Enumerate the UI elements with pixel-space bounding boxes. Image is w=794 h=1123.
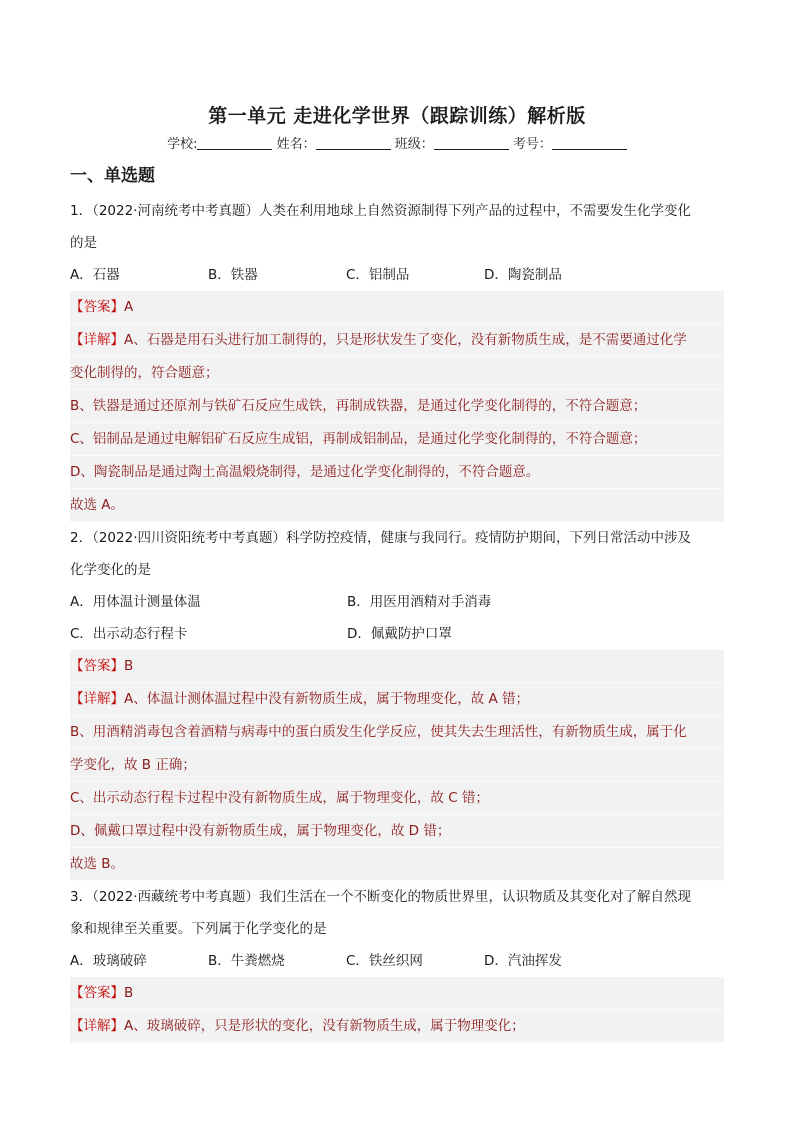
question-options bbox=[70, 259, 724, 291]
question-stem: 2．（2022·四川资阳统考中考真题）科学防控疫情，健康与我同行。疫情防护期间，下列日常活动中涉及 bbox=[70, 530, 691, 546]
explanation-line: C、出示动态行程卡过程中没有新物质生成，属于物理变化，故 C 错； bbox=[70, 782, 724, 815]
conclusion-line: 故选 B。 bbox=[70, 848, 724, 881]
question-3 bbox=[70, 881, 724, 1043]
explanation-line: B、用酒精消毒包含着酒精与病毒中的蛋白质发生化学反应，使其失去生理活性，有新物质生成，属于化 bbox=[70, 716, 724, 749]
explanation-tag: 【详解】 bbox=[70, 691, 124, 707]
question-2 bbox=[70, 522, 724, 881]
question-options bbox=[70, 586, 724, 618]
explanation-line: 【详解】A、石器是用石头进行加工制得的，只是形状发生了变化，没有新物质生成，是不需要通过化学 bbox=[70, 324, 724, 357]
question-1 bbox=[70, 195, 724, 522]
answer-value: B bbox=[124, 985, 134, 1001]
option-a: A．玻璃破碎 bbox=[70, 953, 147, 969]
option-d: D．佩戴防护口罩 bbox=[347, 626, 452, 642]
school-blank[interactable] bbox=[197, 135, 272, 150]
explanation-line: 学变化，故 B 正确； bbox=[70, 749, 724, 782]
section-heading: 一、单选题 bbox=[70, 166, 155, 186]
option-b: B．牛粪燃烧 bbox=[208, 953, 285, 969]
explanation-line: B、铁器是通过还原剂与铁矿石反应生成铁，再制成铁器，是通过化学变化制得的，不符合题意； bbox=[70, 390, 724, 423]
option-d: D．汽油挥发 bbox=[484, 953, 562, 969]
explanation-line: 【详解】A、体温计测体温过程中没有新物质生成，属于物理变化，故 A 错； bbox=[70, 683, 724, 716]
answer-line bbox=[70, 977, 724, 1010]
answer-block bbox=[70, 291, 724, 522]
option-a: A．用体温计测量体温 bbox=[70, 594, 201, 610]
explanation-line: C、铝制品是通过电解铝矿石反应生成铝，再制成铝制品，是通过化学变化制得的，不符合题意； bbox=[70, 423, 724, 456]
option-c: C．铁丝织网 bbox=[346, 953, 423, 969]
answer-block bbox=[70, 650, 724, 881]
question-stem: 1．（2022·河南统考中考真题）人类在利用地球上自然资源制得下列产品的过程中，不需要发生化学变化 bbox=[70, 203, 691, 219]
answer-tag: 【答案】 bbox=[70, 299, 124, 315]
answer-tag: 【答案】 bbox=[70, 658, 124, 674]
exam-number-label: 考号： bbox=[512, 137, 552, 152]
explanation-line: 【详解】A、玻璃破碎，只是形状的变化，没有新物质生成，属于物理变化； bbox=[70, 1010, 724, 1043]
question-options bbox=[70, 945, 724, 977]
explanation-line: D、佩戴口罩过程中没有新物质生成，属于物理变化，故 D 错； bbox=[70, 815, 724, 848]
conclusion-line: 故选 A。 bbox=[70, 489, 724, 522]
question-stem: 3．（2022·西藏统考中考真题）我们生活在一个不断变化的物质世界里，认识物质及其变化对了解自然现 bbox=[70, 889, 691, 905]
question-stem: 象和规律至关重要。下列属于化学变化的是 bbox=[70, 921, 327, 937]
answer-line bbox=[70, 291, 724, 324]
question-stem: 的是 bbox=[70, 235, 97, 251]
answer-line bbox=[70, 650, 724, 683]
student-info-line bbox=[70, 133, 724, 157]
name-label: 姓名： bbox=[276, 137, 316, 152]
name-blank[interactable] bbox=[316, 135, 391, 150]
explanation-tag: 【详解】 bbox=[70, 332, 124, 348]
class-blank[interactable] bbox=[434, 135, 509, 150]
answer-value: B bbox=[124, 658, 134, 674]
class-label: 班级： bbox=[394, 137, 434, 152]
option-b: B．铁器 bbox=[208, 267, 258, 283]
exam-number-blank[interactable] bbox=[552, 135, 627, 150]
answer-block bbox=[70, 977, 724, 1043]
explanation-line: D、陶瓷制品是通过陶土高温煅烧制得，是通过化学变化制得的，不符合题意。 bbox=[70, 456, 724, 489]
question-stem: 化学变化的是 bbox=[70, 562, 151, 578]
option-a: A．石器 bbox=[70, 267, 120, 283]
option-c: C．铝制品 bbox=[346, 267, 410, 283]
answer-value: A bbox=[124, 299, 134, 315]
option-b: B．用医用酒精对手消毒 bbox=[347, 594, 492, 610]
document-title: 第一单元 走进化学世界（跟踪训练）解析版 bbox=[208, 105, 586, 127]
explanation-line: 变化制得的，符合题意； bbox=[70, 357, 724, 390]
question-options bbox=[70, 618, 724, 650]
document-page bbox=[70, 100, 724, 1043]
school-label: 学校: bbox=[167, 137, 198, 152]
option-d: D．陶瓷制品 bbox=[484, 267, 562, 283]
option-c: C．出示动态行程卡 bbox=[70, 626, 188, 642]
answer-tag: 【答案】 bbox=[70, 985, 124, 1001]
explanation-tag: 【详解】 bbox=[70, 1018, 124, 1034]
